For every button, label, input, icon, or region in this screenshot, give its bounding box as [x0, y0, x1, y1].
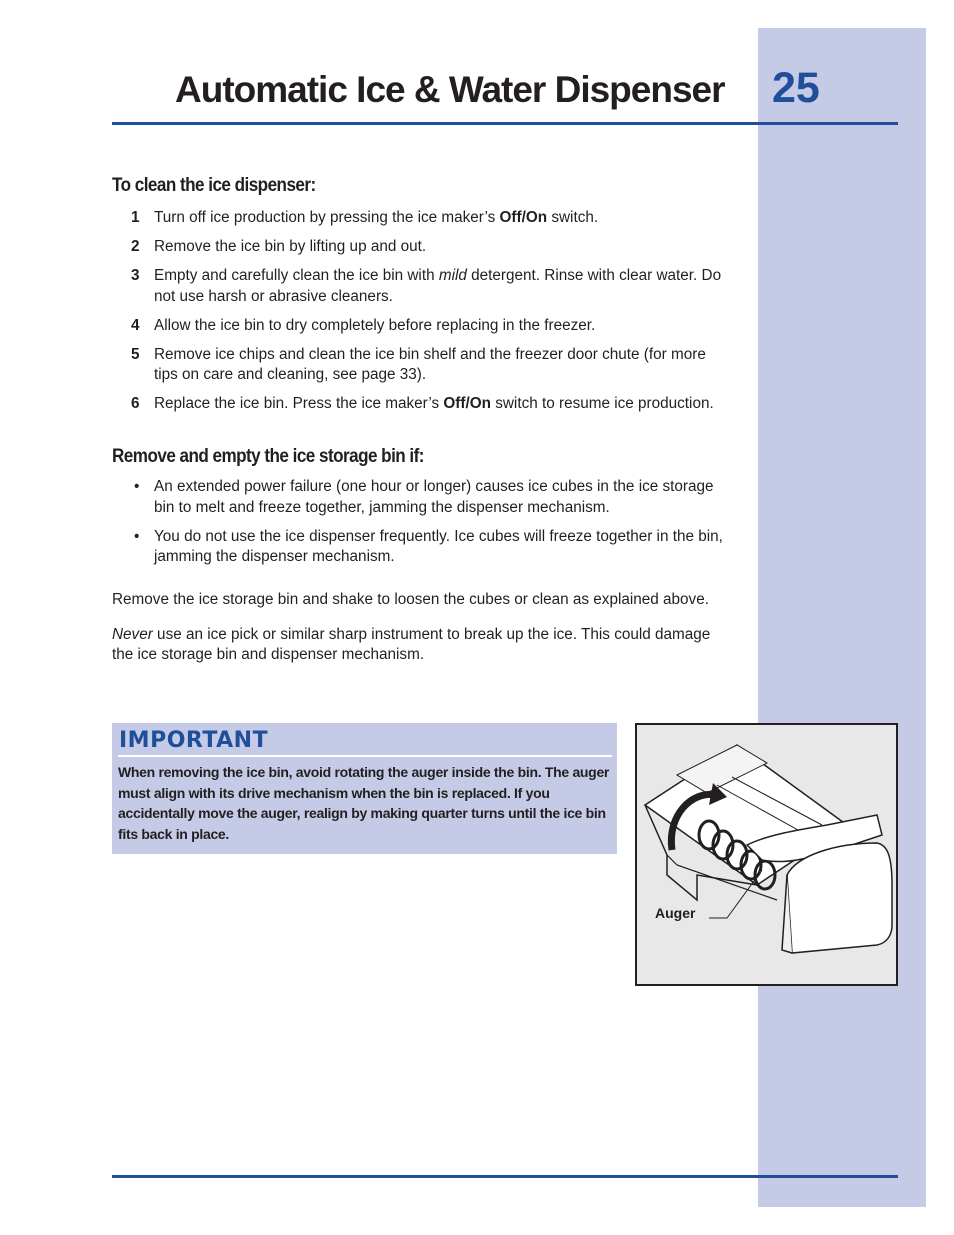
- ice-bin-drawing: [637, 725, 896, 984]
- step-text: Allow the ice bin to dry completely before replacing in the freezer.: [154, 316, 596, 334]
- step-text: Turn off ice production by pressing the ice maker’s Off/On switch.: [154, 209, 599, 226]
- section-heading-clean: To clean the ice dispenser:: [112, 175, 316, 196]
- step-number: 4: [131, 316, 140, 334]
- bullet: •: [134, 527, 140, 545]
- list-item-text: You do not use the ice dispenser frequently. Ice cubes will freeze together in the bin, jamming the dispenser mechanism.: [154, 527, 723, 565]
- step-text: Remove the ice bin by lifting up and out.: [154, 238, 427, 255]
- step-item: [112, 208, 732, 229]
- page-number: 25: [772, 64, 820, 112]
- page-title: Automatic Ice & Water Dispenser: [175, 69, 725, 110]
- step-number: 6: [131, 395, 140, 412]
- step-text: Remove ice chips and clean the ice bin shelf and the freezer door chute (for more tips on care and cleaning, see page 33).: [154, 345, 706, 383]
- main-content: [112, 172, 732, 666]
- step-item: [112, 237, 732, 258]
- step-item: [112, 266, 732, 307]
- step-text: Replace the ice bin. Press the ice maker’s Off/On switch to resume ice production.: [154, 395, 714, 412]
- cleaning-steps: [112, 208, 732, 415]
- step-text: Empty and carefully clean the ice bin with mild detergent. Rinse with clear water. Do not use harsh or abrasive cleaners.: [154, 267, 722, 305]
- step-number: 3: [131, 267, 140, 284]
- step-item: [112, 345, 732, 386]
- side-color-band: [758, 28, 926, 1207]
- important-text: When removing the ice bin, avoid rotating the auger inside the bin. The auger must align with its drive mechanism when the bin is replaced. If you accidentally move the auger, realign by making quarter turns until the ice bin fits back in place.: [118, 764, 610, 843]
- step-number: 5: [131, 345, 140, 363]
- header-rule: [112, 122, 898, 125]
- footer-rule: [112, 1175, 898, 1178]
- ice-bin-illustration: [635, 723, 898, 986]
- list-item: [112, 527, 732, 568]
- step-number: 1: [131, 209, 140, 226]
- important-divider: [118, 755, 612, 757]
- paragraph-remove-bin: Remove the ice storage bin and shake to loosen the cubes or clean as explained above.: [112, 591, 709, 608]
- step-number: 2: [131, 238, 140, 255]
- bullet: •: [134, 478, 140, 495]
- auger-label: Auger: [655, 905, 696, 921]
- list-item: [112, 477, 732, 518]
- section-heading-remove: Remove and empty the ice storage bin if:: [112, 446, 424, 467]
- step-item: [112, 316, 732, 337]
- list-item-text: An extended power failure (one hour or longer) causes ice cubes in the ice storage bin to melt and freeze together, jamming the dispenser mechanism.: [154, 478, 714, 516]
- paragraph-never: Never use an ice pick or similar sharp instrument to break up the ice. This could damage the ice storage bin and dispenser mechanism.: [112, 625, 711, 663]
- important-callout: [112, 723, 617, 854]
- step-item: [112, 394, 732, 415]
- remove-conditions-list: [112, 477, 732, 568]
- important-title: IMPORTANT: [119, 728, 269, 753]
